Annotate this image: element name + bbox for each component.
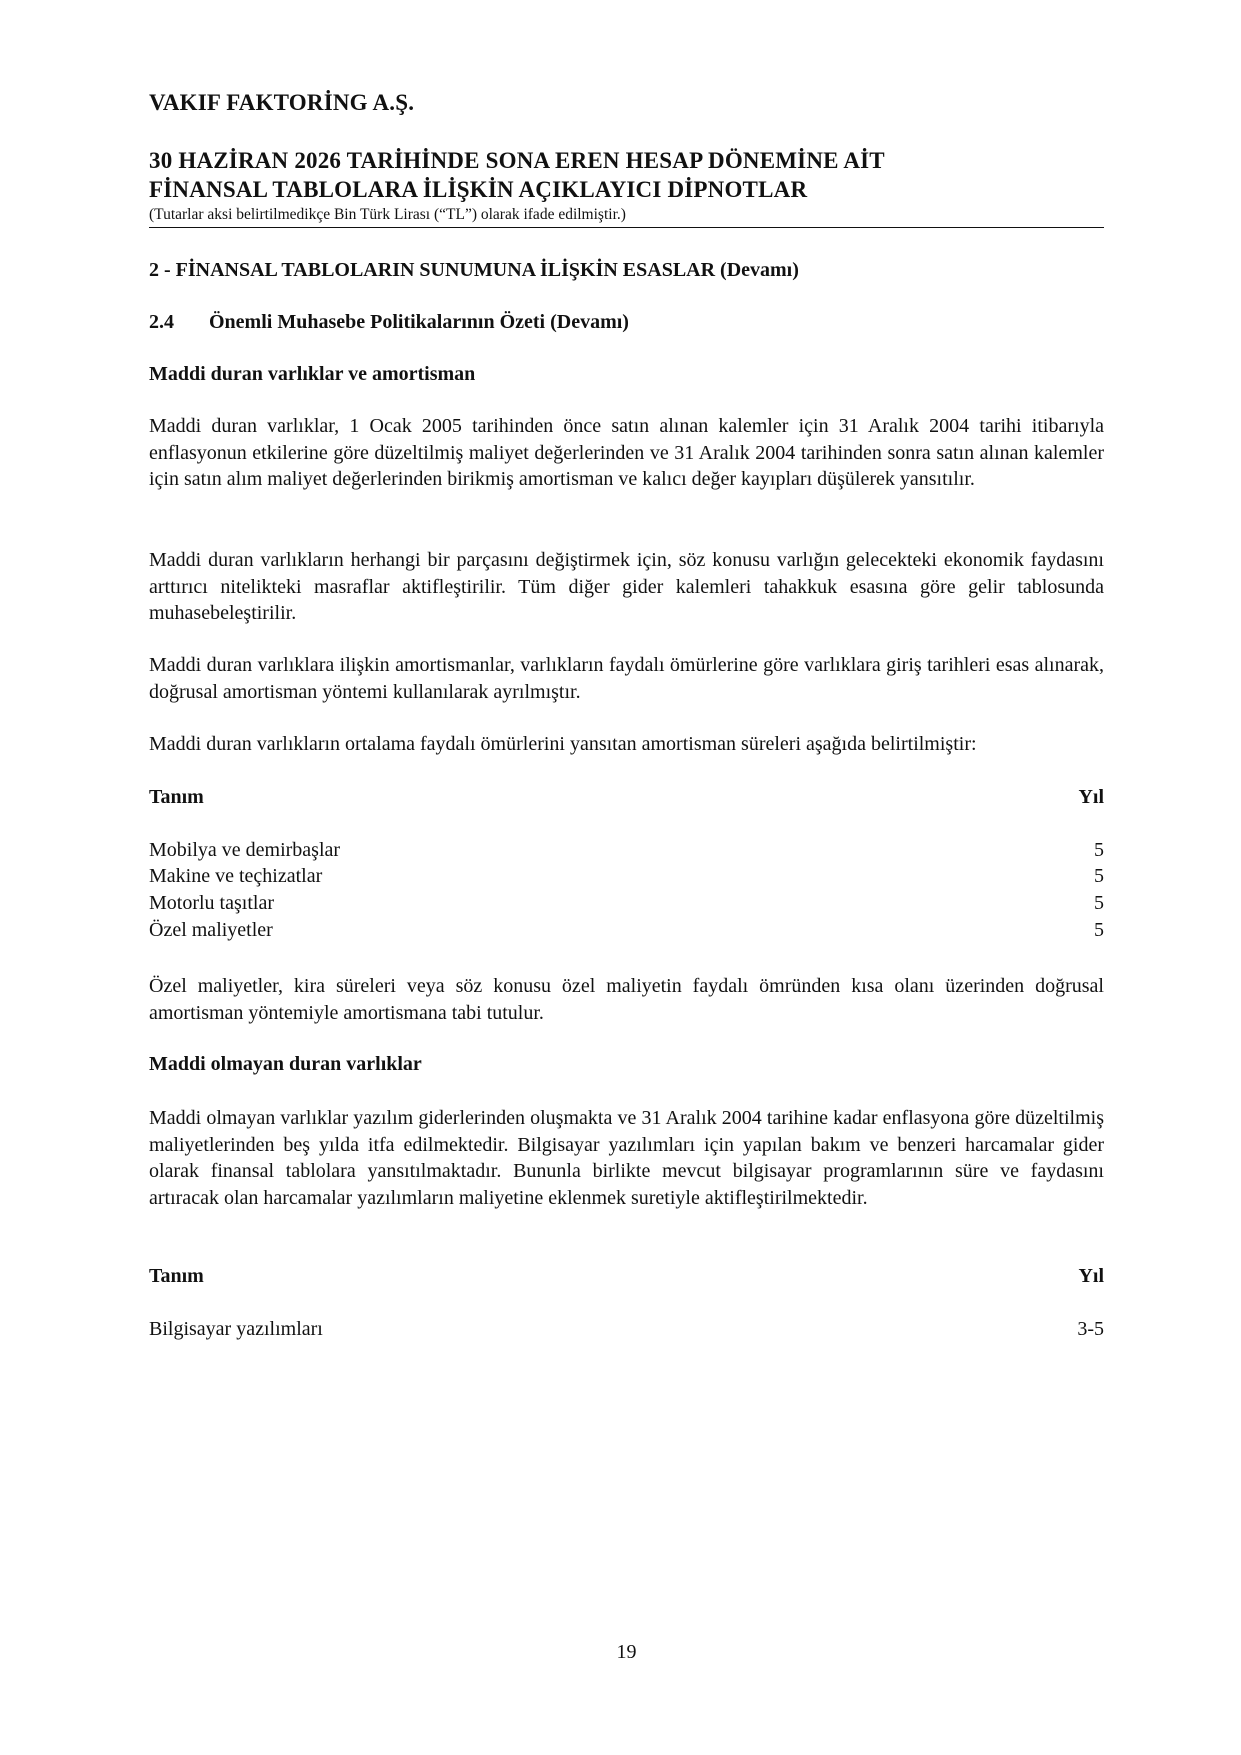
table-row [149, 892, 1104, 918]
row-description: Özel maliyetler [149, 919, 273, 941]
header-divider [149, 227, 1104, 228]
report-title-line-1: 30 HAZİRAN 2026 TARİHİNDE SONA EREN HESAP DÖNEMİNE AİT [149, 148, 885, 173]
intangible-table-header [149, 1265, 1104, 1291]
subsection-title [149, 311, 629, 334]
tangible-paragraph-1: Maddi duran varlıklar, 1 Ocak 2005 tarihinden önce satın alınan kalemler için 31 Aralık 2004 tarihi itibarıyla enflasyonun etkilerine göre düzeltilmiş maliyet değerlerinden ve 31 Aralık 2004 tarihinden sonra satın alınan kalemler için satın alım maliyet değerlerinden birikmiş amortisman ve kalıcı değer kayıpları düşülerek yansıtılır. [149, 415, 1104, 490]
tangible-paragraph-3: Maddi duran varlıklara ilişkin amortismanlar, varlıkların faydalı ömürlerine göre varlıklara giriş tarihleri esas alınarak, doğrusal amortisman yöntemi kullanılarak ayrılmıştır. [149, 654, 1104, 703]
tangible-assets-heading: Maddi duran varlıklar ve amortisman [149, 363, 476, 385]
table-row [149, 839, 1104, 865]
table-row [149, 1318, 1104, 1344]
tangible-paragraph-2: Maddi duran varlıkların herhangi bir parçasını değiştirmek için, söz konusu varlığın gelecekteki ekonomik faydasını arttırıcı nitelikteki masraflar aktifleştirilir. Tüm diğer gider kalemleri tahakkuk esasına göre gelir tablosunda muhasebeleştirilir. [149, 549, 1104, 624]
column-header-description: Tanım [149, 786, 204, 808]
subsection-label: Önemli Muhasebe Politikalarının Özeti (Devamı) [209, 311, 629, 333]
row-year: 5 [1094, 892, 1104, 914]
row-description: Motorlu taşıtlar [149, 892, 274, 914]
report-title-line-2: FİNANSAL TABLOLARA İLİŞKİN AÇIKLAYICI DİPNOTLAR [149, 177, 808, 202]
row-year: 5 [1094, 839, 1104, 861]
page-number: 19 [616, 1641, 637, 1663]
column-header-description: Tanım [149, 1265, 204, 1287]
document-page [149, 0, 1104, 1755]
tangible-paragraph-4: Maddi duran varlıkların ortalama faydalı ömürlerini yansıtan amortisman süreleri aşağıda belirtilmiştir: [149, 733, 977, 755]
tangible-paragraph-5: Özel maliyetler, kira süreleri veya söz konusu özel maliyetin faydalı ömründen kısa olanı üzerinden doğrusal amortisman yöntemiyle amortismana tabi tutulur. [149, 975, 1104, 1024]
tangible-table-header [149, 786, 1104, 812]
row-year: 5 [1094, 865, 1104, 887]
section-title: 2 - FİNANSAL TABLOLARIN SUNUMUNA İLİŞKİN ESASLAR (Devamı) [149, 259, 799, 281]
row-year: 3-5 [1077, 1318, 1104, 1340]
row-description: Mobilya ve demirbaşlar [149, 839, 341, 861]
table-row [149, 919, 1104, 945]
report-subtitle: (Tutarlar aksi belirtilmedikçe Bin Türk Lirası (“TL”) olarak ifade edilmiştir.) [149, 206, 626, 223]
intangible-paragraph-1: Maddi olmayan varlıklar yazılım giderlerinden oluşmakta ve 31 Aralık 2004 tarihine kadar enflasyona göre düzeltilmiş maliyetlerinden beş yılda itfa edilmektedir. Bilgisayar yazılımları için yapılan bakım ve benzeri harcamalar gider olarak finansal tablolara yansıtılmaktadır. Bununla birlikte mevcut bilgisayar programlarının süre ve faydasını artıracak olan harcamalar yazılımların maliyetine eklenmek suretiyle aktifleştirilmektedir. [149, 1107, 1104, 1209]
intangible-assets-heading: Maddi olmayan duran varlıklar [149, 1053, 422, 1075]
column-header-year: Yıl [1078, 1265, 1104, 1287]
column-header-year: Yıl [1078, 786, 1104, 808]
table-row [149, 865, 1104, 891]
row-description: Bilgisayar yazılımları [149, 1318, 323, 1340]
row-description: Makine ve teçhizatlar [149, 865, 323, 887]
company-name: VAKIF FAKTORİNG A.Ş. [149, 90, 415, 115]
subsection-number: 2.4 [149, 311, 174, 333]
row-year: 5 [1094, 919, 1104, 941]
